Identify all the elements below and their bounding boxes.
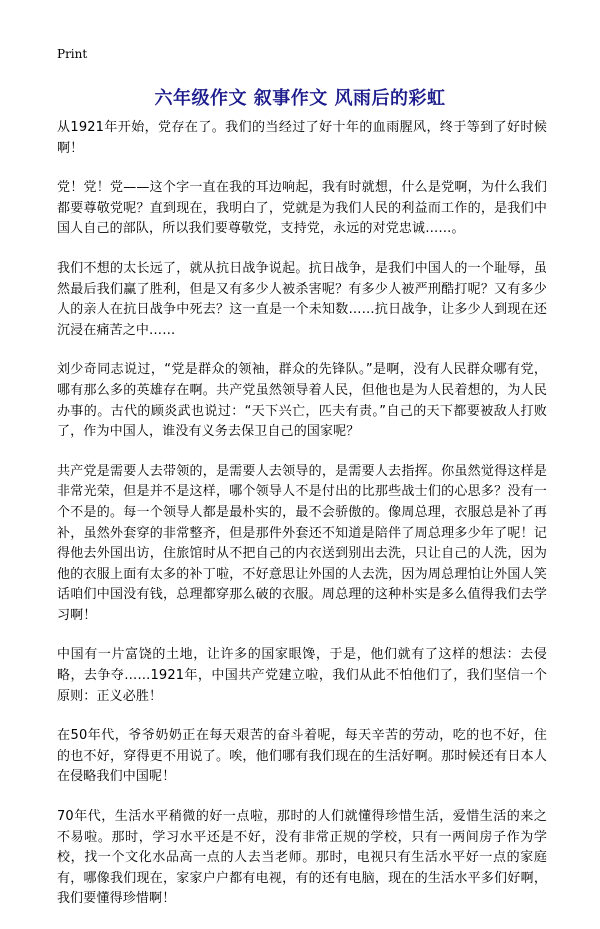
paragraph-4: 刘少奇同志说过，“党是群众的领袖，群众的先锋队。”是啊，没有人民群众哪有党，哪有那么多的英雄存在啊。共产党虽然领导着人民，但他也是为人民着想的，为人民办事的。古代的顾炎武也说过：“天下兴亡，匹夫有责。”自己的天下都要被敌人打败了，作为中国人，谁没有义务去保卫自己的国家呢？ [57,362,547,440]
paragraph-2: 党！党！党——这个字一直在我的耳边响起，我有时就想，什么是党啊，为什么我们都要尊敬党呢？直到现在，我明白了，党就是为我们人民的利益而工作的，是我们中国人自己的部队，所以我们要尊敬党，支持党，永远的对党忠诚……。 [57,180,547,237]
article-body [57,118,547,929]
page-title: 六年级作文 叙事作文 风雨后的彩虹 [154,88,446,109]
paragraph-5: 共产党是需要人去带领的，是需要人去领导的，是需要人去指挥。你虽然觉得这样是非常光荣，但是并不是这样，哪个领导人不是付出的比那些战士们的心思多？没有一个不是的。每一个领导人都是最朴实的，最不会骄傲的。像周总理，衣服总是补了再补，虽然外套穿的非常整齐，但是那件外套还不知道是陪伴了周总理多少年了呢！记得他去外国出访，住旅馆时从不把自己的内衣送到别出去洗，只让自己的人洗，因为他的衣服上面有太多的补丁啦，不好意思让外国的人去洗，因为周总理怕让外国人笑话咱们中国没有钱，总理都穿那么破的衣服。周总理的这种朴实是多么值得我们去学习啊！ [57,463,547,623]
paragraph-8: 70年代，生活水平稍微的好一点啦，那时的人们就懂得珍惜生活，爱惜生活的来之不易啦。那时，学习水平还是不好，没有非常正规的学校，只有一两间房子作为学校，找一个文化水品高一点的人去当老师。那时，电视只有生活水平好一点的家庭有，哪像我们现在，家家户户都有电视，有的还有电脑，现在的生活水平多们好啊，我们要懂得珍惜啊！ [57,809,547,907]
paragraph-7: 在50年代，爷爷奶奶正在每天艰苦的奋斗着呢，每天辛苦的劳动，吃的也不好，住的也不好，穿得更不用说了。唉，他们哪有我们现在的生活好啊。那时候还有日本人在侵略我们中国呢！ [57,728,547,785]
print-link[interactable]: Print [57,47,88,61]
paragraph-1: 从1921年开始，党存在了。我们的当经过了好十年的血雨腥风，终于等到了好时候啊！ [57,120,547,156]
paragraph-6: 中国有一片富饶的土地，让许多的国家眼馋，于是，他们就有了这样的想法：去侵略，去争夺……1921年，中国共产党建立啦，我们从此不怕他们了，我们坚信一个原则：正义必胜！ [57,647,547,704]
paragraph-3: 我们不想的太长远了，就从抗日战争说起。抗日战争，是我们中国人的一个耻辱，虽然最后我们赢了胜利，但是又有多少人被杀害呢？有多少人被严刑酷打呢？又有多少人的亲人在抗日战争中死去？这一直是一个未知数……抗日战争，让多少人到现在还沉浸在痛苦之中…… [57,260,547,338]
